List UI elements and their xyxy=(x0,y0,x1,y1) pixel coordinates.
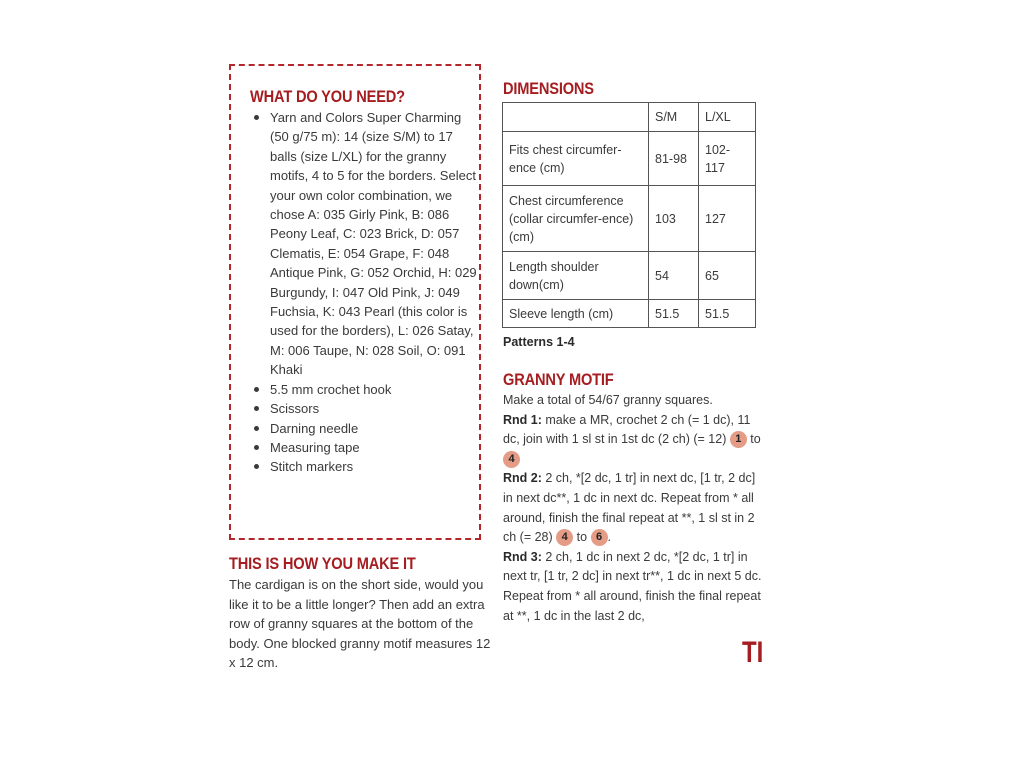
howto-text: The cardigan is on the short side, would you like it to be a little longer? Then add an extra row of granny squares at the bottom of the body. One blocked granny motif measures 12 x 12 cm. xyxy=(229,577,491,671)
granny-title: GRANNY MOTIF xyxy=(503,370,614,389)
row-label: Fits chest circumfer-ence (cm) xyxy=(503,132,649,186)
round-3 xyxy=(503,548,765,626)
row-lxl: 51.5 xyxy=(699,300,756,328)
round-label: Rnd 2: xyxy=(503,471,542,486)
table-header-row xyxy=(503,103,756,132)
table-row xyxy=(503,252,756,300)
header-blank xyxy=(503,103,649,132)
header-sm: S/M xyxy=(649,103,699,132)
table-row xyxy=(503,300,756,328)
row-label: Length shoulder down(cm) xyxy=(503,252,649,300)
round-label: Rnd 3: xyxy=(503,549,542,564)
round-text: 2 ch, *[2 dc, 1 tr] in next dc, [1 tr, 2 dc] in next dc**, 1 dc in next dc. Repeat from * all around, finish the final repeat at **, 1 sl st in 2 ch (= 28) xyxy=(503,471,756,545)
needs-list xyxy=(250,108,478,477)
list-item: Scissors xyxy=(250,399,478,418)
row-sm: 51.5 xyxy=(649,300,699,328)
table-row xyxy=(503,186,756,252)
list-item: Darning needle xyxy=(250,419,478,438)
list-item: Stitch markers xyxy=(250,457,478,476)
dimensions-table xyxy=(502,102,756,328)
pattern-badge: 4 xyxy=(503,451,520,468)
cutoff-heading: TI xyxy=(742,636,764,669)
round-label: Rnd 1: xyxy=(503,412,542,427)
pattern-badge: 1 xyxy=(730,431,747,448)
row-lxl: 102-117 xyxy=(699,132,756,186)
needs-title: WHAT DO YOU NEED? xyxy=(250,87,405,106)
header-lxl: L/XL xyxy=(699,103,756,132)
pattern-badge: 4 xyxy=(556,529,573,546)
dimensions-title: DIMENSIONS xyxy=(503,79,594,98)
table-row xyxy=(503,132,756,186)
round-text: make a MR, crochet 2 ch (= 1 dc), 11 dc, join with 1 sl st in 1st dc (2 ch) (= 12) xyxy=(503,412,751,447)
list-item: Measuring tape xyxy=(250,438,478,457)
round-text: 2 ch, 1 dc in next 2 dc, *[2 dc, 1 tr] in next tr, [1 tr, 2 dc] in next tr**, 1 dc in next 5 dc. Repeat from * all around, finish the final repeat at **, 1 dc in the last 2 dc, xyxy=(503,549,762,623)
to-word: to xyxy=(573,530,591,545)
patterns-label: Patterns 1-4 xyxy=(503,335,575,349)
granny-intro: Make a total of 54/67 granny squares. xyxy=(503,393,713,407)
list-item: Yarn and Colors Super Charming (50 g/75 m): 14 (size S/M) to 17 balls (size L/XL) for the granny motifs, 4 to 5 for the borders. Select your own color combination, we chose A: 035 Girly Pink, B: 086 Peony Leaf, C: 023 Brick, D: 057 Clematis, E: 054 Grape, F: 048 Antique Pink, G: 052 Orchid, H: 029 Burgundy, I: 047 Old Pink, J: 049 Fuchsia, K: 043 Pearl (this color is used for the borders), L: 026 Satay, M: 006 Taupe, N: 028 Soil, O: 091 Khaki xyxy=(250,108,478,380)
round-end: . xyxy=(607,530,612,545)
round-1 xyxy=(503,411,765,470)
list-item: 5.5 mm crochet hook xyxy=(250,380,478,399)
round-2 xyxy=(503,469,765,547)
howto-title: THIS IS HOW YOU MAKE IT xyxy=(229,554,416,573)
granny-instructions xyxy=(503,391,765,626)
row-lxl: 127 xyxy=(699,186,756,252)
pattern-badge: 6 xyxy=(591,529,608,546)
row-sm: 81-98 xyxy=(649,132,699,186)
row-lxl: 65 xyxy=(699,252,756,300)
to-word: to xyxy=(746,432,761,447)
row-sm: 103 xyxy=(649,186,699,252)
row-sm: 54 xyxy=(649,252,699,300)
row-label: Chest circumference (collar circumfer-ence) (cm) xyxy=(503,186,649,252)
row-label: Sleeve length (cm) xyxy=(503,300,649,328)
